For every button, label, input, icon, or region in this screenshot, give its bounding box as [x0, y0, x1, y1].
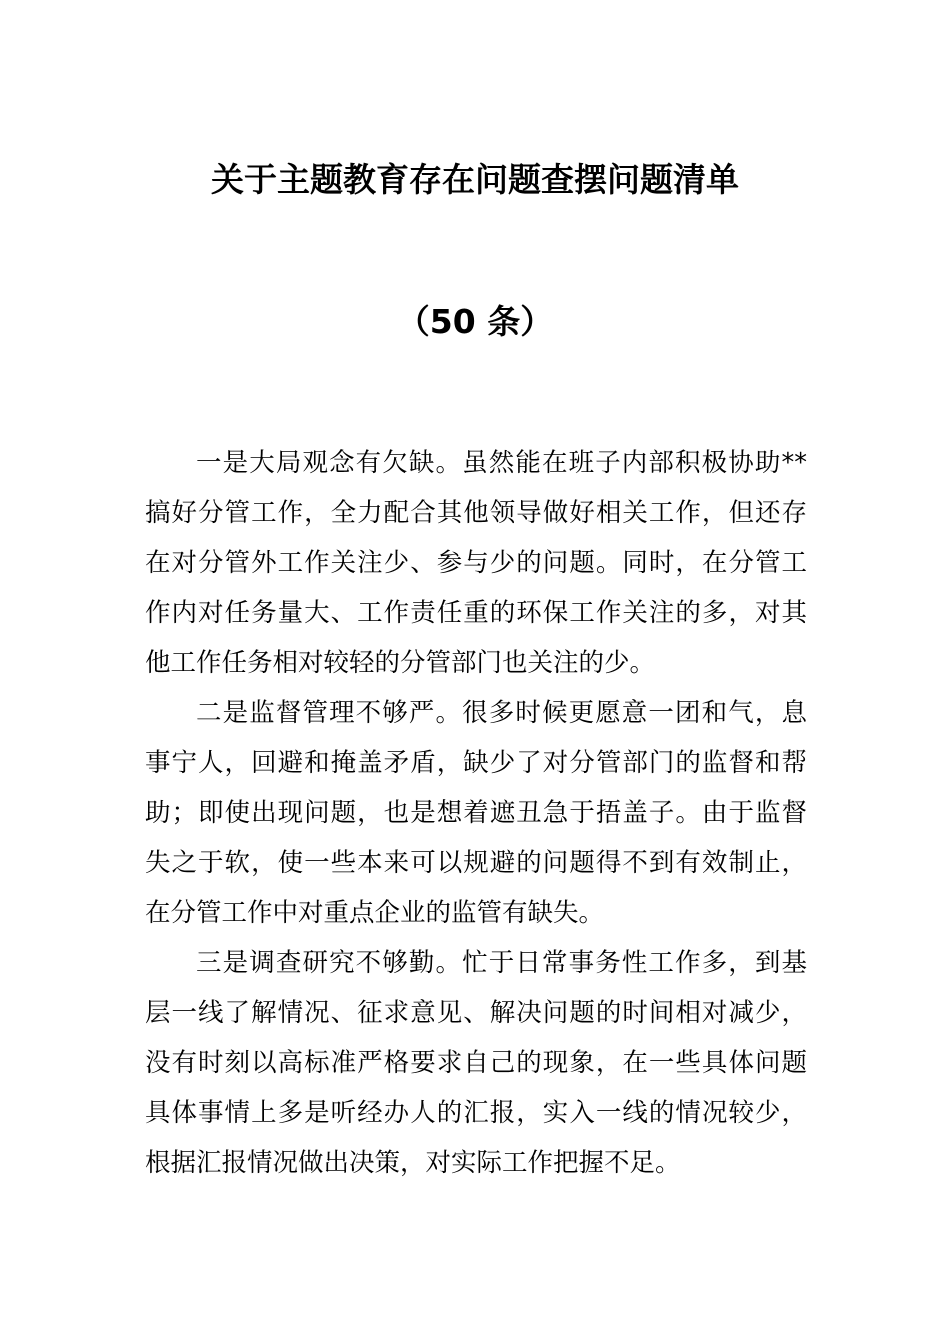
paragraph-2: 二是监督管理不够严。很多时候更愿意一团和气，息事宁人，回避和掩盖矛盾，缺少了对分管部门的监督和帮助；即使出现问题，也是想着遮丑急于捂盖子。由于监督失之于软，使一些本来可以规避的问题得不到有效制止，在分管工作中对重点企业的监管有缺失。 [145, 698, 807, 928]
document-title: 关于主题教育存在问题查摆问题清单 [211, 160, 739, 199]
paragraph-3: 三是调查研究不够勤。忙于日常事务性工作多，到基层一线了解情况、征求意见、解决问题的时间相对减少，没有时刻以高标准严格要求自己的现象，在一些具体问题具体事情上多是听经办人的汇报，实入一线的情况较少，根据汇报情况做出决策，对实际工作把握不足。 [145, 948, 807, 1178]
document-body [145, 438, 807, 1188]
paragraph-1: 一是大局观念有欠缺。虽然能在班子内部积极协助**搞好分管工作，全力配合其他领导做好相关工作，但还存在对分管外工作关注少、参与少的问题。同时，在分管工作内对任务量大、工作责任重的环保工作关注的多，对其他工作任务相对较轻的分管部门也关注的少。 [145, 448, 807, 678]
document-subtitle: （50 条） [396, 302, 554, 341]
